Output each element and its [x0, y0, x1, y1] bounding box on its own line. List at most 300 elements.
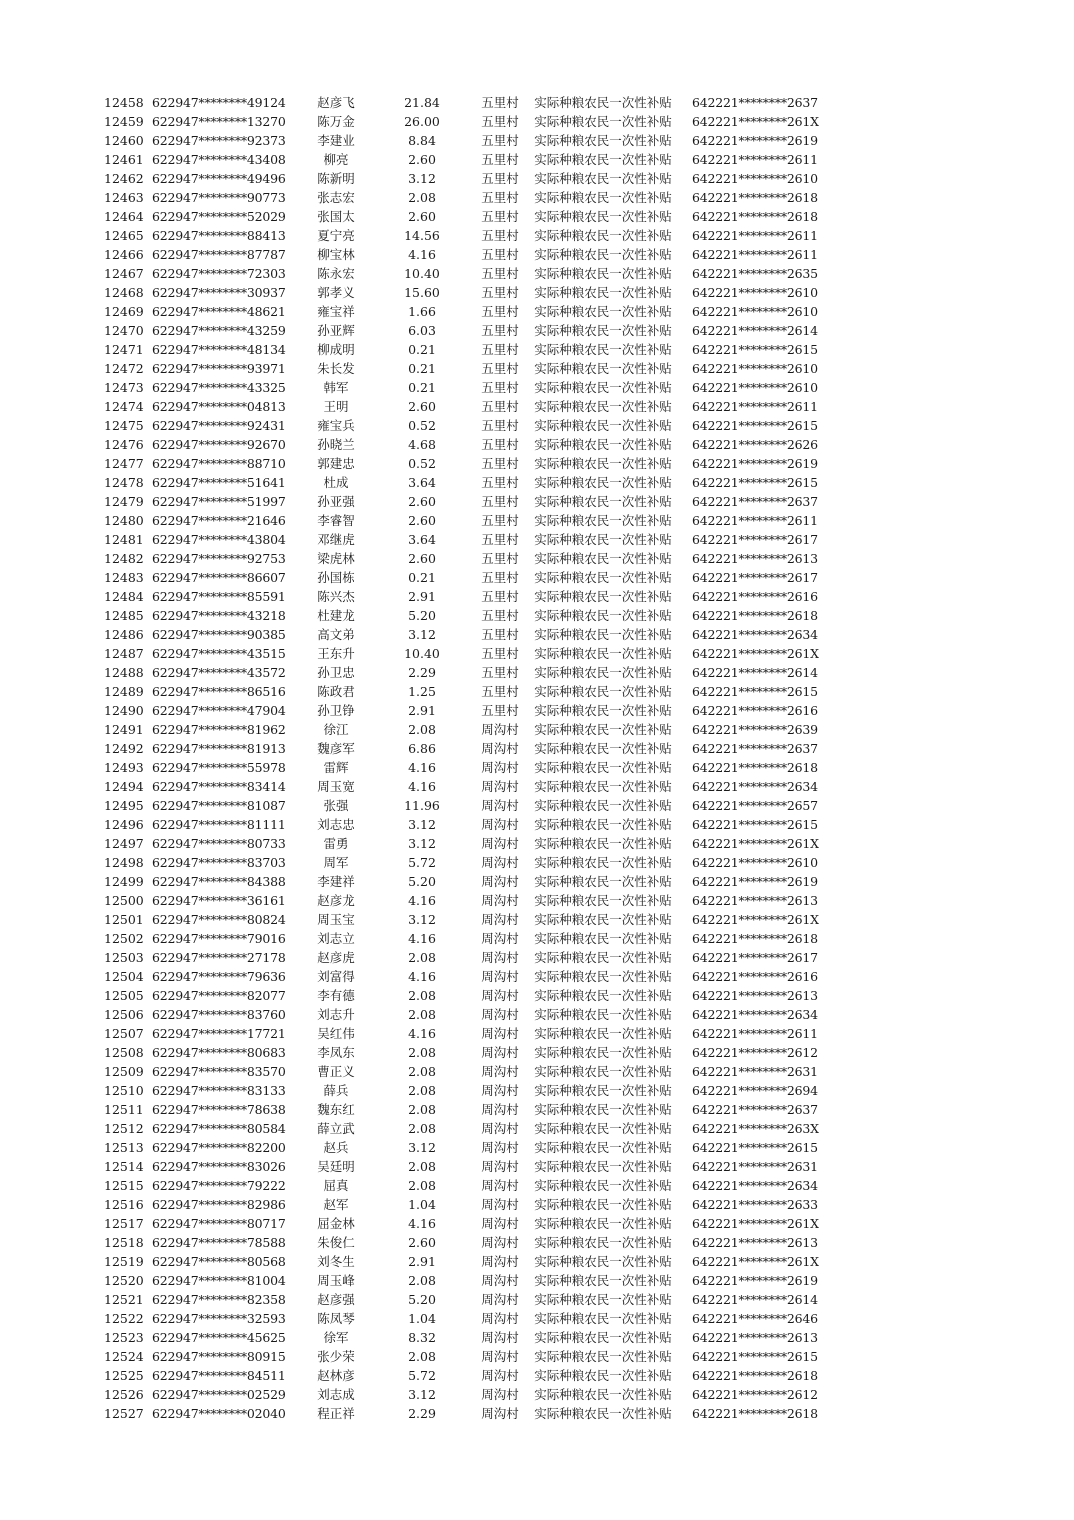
row-number: 12496	[104, 817, 144, 832]
row-number: 12527	[104, 1406, 144, 1421]
subsidy-type-cell: 实际种粮农民一次性补贴	[534, 703, 672, 718]
village-cell: 周沟村	[481, 741, 519, 756]
row-number: 12473	[104, 380, 144, 395]
row-number: 12478	[104, 475, 144, 490]
table-row	[0, 1366, 1074, 1385]
bank-account-cell: 622947********82077	[152, 988, 286, 1003]
id-number-cell: 642221********2610	[692, 304, 818, 319]
subsidy-type-cell: 实际种粮农民一次性补贴	[534, 1102, 672, 1117]
table-row	[0, 302, 1074, 321]
table-row	[0, 416, 1074, 435]
table-row	[0, 378, 1074, 397]
id-number-cell: 642221********2618	[692, 931, 818, 946]
id-number-cell: 642221********2618	[692, 209, 818, 224]
subsidy-type-cell: 实际种粮农民一次性补贴	[534, 1197, 672, 1212]
village-cell: 周沟村	[481, 1045, 519, 1060]
id-number-cell: 642221********2617	[692, 950, 818, 965]
name-cell: 程正祥	[317, 1406, 355, 1421]
name-cell: 刘冬生	[317, 1254, 355, 1269]
name-cell: 薛立武	[317, 1121, 355, 1136]
name-cell: 王东升	[317, 646, 355, 661]
row-number: 12521	[104, 1292, 144, 1307]
name-cell: 刘志忠	[317, 817, 355, 832]
bank-account-cell: 622947********80915	[152, 1349, 286, 1364]
village-cell: 周沟村	[481, 1026, 519, 1041]
table-row	[0, 568, 1074, 587]
table-row	[0, 758, 1074, 777]
amount-cell: 2.29	[408, 1406, 436, 1421]
village-cell: 五里村	[481, 171, 519, 186]
name-cell: 刘志立	[317, 931, 355, 946]
name-cell: 梁虎林	[317, 551, 355, 566]
subsidy-type-cell: 实际种粮农民一次性补贴	[534, 133, 672, 148]
id-number-cell: 642221********2634	[692, 779, 818, 794]
row-number: 12504	[104, 969, 144, 984]
table-row	[0, 1290, 1074, 1309]
bank-account-cell: 622947********55978	[152, 760, 286, 775]
subsidy-type-cell: 实际种粮农民一次性补贴	[534, 1311, 672, 1326]
village-cell: 五里村	[481, 399, 519, 414]
row-number: 12492	[104, 741, 144, 756]
village-cell: 五里村	[481, 228, 519, 243]
village-cell: 周沟村	[481, 836, 519, 851]
bank-account-cell: 622947********32593	[152, 1311, 286, 1326]
name-cell: 王明	[323, 399, 349, 414]
subsidy-type-cell: 实际种粮农民一次性补贴	[534, 114, 672, 129]
bank-account-cell: 622947********81004	[152, 1273, 286, 1288]
subsidy-type-cell: 实际种粮农民一次性补贴	[534, 342, 672, 357]
bank-account-cell: 622947********87787	[152, 247, 286, 262]
amount-cell: 14.56	[404, 228, 440, 243]
amount-cell: 2.60	[408, 209, 436, 224]
amount-cell: 8.32	[408, 1330, 436, 1345]
village-cell: 周沟村	[481, 1273, 519, 1288]
table-row	[0, 625, 1074, 644]
table-row	[0, 1138, 1074, 1157]
subsidy-type-cell: 实际种粮农民一次性补贴	[534, 1349, 672, 1364]
row-number: 12483	[104, 570, 144, 585]
row-number: 12517	[104, 1216, 144, 1231]
name-cell: 柳亮	[323, 152, 349, 167]
id-number-cell: 642221********2626	[692, 437, 818, 452]
id-number-cell: 642221********2616	[692, 589, 818, 604]
village-cell: 五里村	[481, 380, 519, 395]
bank-account-cell: 622947********43515	[152, 646, 286, 661]
name-cell: 韩军	[323, 380, 349, 395]
id-number-cell: 642221********2613	[692, 1330, 818, 1345]
bank-account-cell: 622947********90385	[152, 627, 286, 642]
id-number-cell: 642221********2635	[692, 266, 818, 281]
amount-cell: 2.08	[408, 190, 436, 205]
subsidy-type-cell: 实际种粮农民一次性补贴	[534, 570, 672, 585]
row-number: 12458	[104, 95, 144, 110]
name-cell: 屈金林	[317, 1216, 355, 1231]
subsidy-type-cell: 实际种粮农民一次性补贴	[534, 361, 672, 376]
row-number: 12461	[104, 152, 144, 167]
name-cell: 赵彦虎	[317, 950, 355, 965]
subsidy-type-cell: 实际种粮农民一次性补贴	[534, 722, 672, 737]
amount-cell: 2.08	[408, 1159, 436, 1174]
table-row	[0, 967, 1074, 986]
id-number-cell: 642221********2610	[692, 361, 818, 376]
bank-account-cell: 622947********85591	[152, 589, 286, 604]
row-number: 12520	[104, 1273, 144, 1288]
table-row	[0, 264, 1074, 283]
bank-account-cell: 622947********83570	[152, 1064, 286, 1079]
village-cell: 五里村	[481, 494, 519, 509]
village-cell: 周沟村	[481, 1311, 519, 1326]
row-number: 12501	[104, 912, 144, 927]
bank-account-cell: 622947********43218	[152, 608, 286, 623]
amount-cell: 2.60	[408, 551, 436, 566]
subsidy-type-cell: 实际种粮农民一次性补贴	[534, 551, 672, 566]
id-number-cell: 642221********261X	[692, 646, 819, 661]
name-cell: 赵彦强	[317, 1292, 355, 1307]
village-cell: 五里村	[481, 456, 519, 471]
amount-cell: 2.60	[408, 1235, 436, 1250]
bank-account-cell: 622947********43408	[152, 152, 286, 167]
amount-cell: 3.64	[408, 475, 436, 490]
id-number-cell: 642221********261X	[692, 1254, 819, 1269]
name-cell: 陈政君	[317, 684, 355, 699]
bank-account-cell: 622947********88413	[152, 228, 286, 243]
id-number-cell: 642221********2610	[692, 855, 818, 870]
name-cell: 杜建龙	[317, 608, 355, 623]
subsidy-type-cell: 实际种粮农民一次性补贴	[534, 665, 672, 680]
amount-cell: 3.64	[408, 532, 436, 547]
name-cell: 屈真	[323, 1178, 349, 1193]
village-cell: 周沟村	[481, 1121, 519, 1136]
id-number-cell: 642221********2617	[692, 532, 818, 547]
bank-account-cell: 622947********43259	[152, 323, 286, 338]
table-row	[0, 1024, 1074, 1043]
subsidy-type-cell: 实际种粮农民一次性补贴	[534, 1330, 672, 1345]
table-row	[0, 340, 1074, 359]
row-number: 12498	[104, 855, 144, 870]
subsidy-type-cell: 实际种粮农民一次性补贴	[534, 1007, 672, 1022]
id-number-cell: 642221********2612	[692, 1045, 818, 1060]
id-number-cell: 642221********2619	[692, 1273, 818, 1288]
subsidy-type-cell: 实际种粮农民一次性补贴	[534, 931, 672, 946]
amount-cell: 3.12	[408, 1387, 436, 1402]
subsidy-type-cell: 实际种粮农民一次性补贴	[534, 1026, 672, 1041]
id-number-cell: 642221********2614	[692, 665, 818, 680]
name-cell: 杜成	[323, 475, 349, 490]
table-row	[0, 1404, 1074, 1423]
village-cell: 五里村	[481, 323, 519, 338]
row-number: 12490	[104, 703, 144, 718]
id-number-cell: 642221********2634	[692, 1178, 818, 1193]
subsidy-type-cell: 实际种粮农民一次性补贴	[534, 855, 672, 870]
name-cell: 邓继虎	[317, 532, 355, 547]
row-number: 12500	[104, 893, 144, 908]
id-number-cell: 642221********2631	[692, 1159, 818, 1174]
subsidy-type-cell: 实际种粮农民一次性补贴	[534, 152, 672, 167]
row-number: 12494	[104, 779, 144, 794]
subsidy-type-cell: 实际种粮农民一次性补贴	[534, 1064, 672, 1079]
id-number-cell: 642221********2611	[692, 1026, 818, 1041]
table-row	[0, 682, 1074, 701]
bank-account-cell: 622947********83026	[152, 1159, 286, 1174]
bank-account-cell: 622947********51997	[152, 494, 286, 509]
name-cell: 夏宁亮	[317, 228, 355, 243]
id-number-cell: 642221********2613	[692, 1235, 818, 1250]
subsidy-type-cell: 实际种粮农民一次性补贴	[534, 1159, 672, 1174]
village-cell: 五里村	[481, 285, 519, 300]
table-row	[0, 511, 1074, 530]
row-number: 12485	[104, 608, 144, 623]
row-number: 12499	[104, 874, 144, 889]
name-cell: 周玉峰	[317, 1273, 355, 1288]
row-number: 12502	[104, 931, 144, 946]
row-number: 12505	[104, 988, 144, 1003]
table-row	[0, 226, 1074, 245]
id-number-cell: 642221********2611	[692, 399, 818, 414]
table-row	[0, 891, 1074, 910]
subsidy-type-cell: 实际种粮农民一次性补贴	[534, 247, 672, 262]
village-cell: 五里村	[481, 266, 519, 281]
table-row	[0, 321, 1074, 340]
row-number: 12519	[104, 1254, 144, 1269]
amount-cell: 1.66	[408, 304, 436, 319]
subsidy-type-cell: 实际种粮农民一次性补贴	[534, 437, 672, 452]
bank-account-cell: 622947********78588	[152, 1235, 286, 1250]
bank-account-cell: 622947********02040	[152, 1406, 286, 1421]
table-row	[0, 663, 1074, 682]
name-cell: 赵林彦	[317, 1368, 355, 1383]
row-number: 12469	[104, 304, 144, 319]
bank-account-cell: 622947********80568	[152, 1254, 286, 1269]
subsidy-type-cell: 实际种粮农民一次性补贴	[534, 399, 672, 414]
subsidy-type-cell: 实际种粮农民一次性补贴	[534, 684, 672, 699]
name-cell: 陈凤琴	[317, 1311, 355, 1326]
amount-cell: 0.21	[408, 380, 436, 395]
bank-account-cell: 622947********49124	[152, 95, 286, 110]
subsidy-type-cell: 实际种粮农民一次性补贴	[534, 608, 672, 623]
bank-account-cell: 622947********79636	[152, 969, 286, 984]
village-cell: 周沟村	[481, 893, 519, 908]
id-number-cell: 642221********2610	[692, 285, 818, 300]
row-number: 12510	[104, 1083, 144, 1098]
table-row	[0, 1309, 1074, 1328]
amount-cell: 26.00	[404, 114, 440, 129]
village-cell: 周沟村	[481, 874, 519, 889]
amount-cell: 4.16	[408, 969, 436, 984]
id-number-cell: 642221********2634	[692, 1007, 818, 1022]
subsidy-type-cell: 实际种粮农民一次性补贴	[534, 323, 672, 338]
village-cell: 五里村	[481, 437, 519, 452]
amount-cell: 2.91	[408, 589, 436, 604]
id-number-cell: 642221********2631	[692, 1064, 818, 1079]
row-number: 12480	[104, 513, 144, 528]
village-cell: 周沟村	[481, 798, 519, 813]
id-number-cell: 642221********2618	[692, 190, 818, 205]
bank-account-cell: 622947********17721	[152, 1026, 286, 1041]
subsidy-type-cell: 实际种粮农民一次性补贴	[534, 1368, 672, 1383]
amount-cell: 2.08	[408, 1178, 436, 1193]
row-number: 12475	[104, 418, 144, 433]
table-row	[0, 435, 1074, 454]
village-cell: 五里村	[481, 608, 519, 623]
table-row	[0, 473, 1074, 492]
id-number-cell: 642221********2615	[692, 817, 818, 832]
row-number: 12467	[104, 266, 144, 281]
amount-cell: 2.08	[408, 722, 436, 737]
amount-cell: 4.68	[408, 437, 436, 452]
row-number: 12487	[104, 646, 144, 661]
amount-cell: 4.16	[408, 760, 436, 775]
name-cell: 魏东红	[317, 1102, 355, 1117]
name-cell: 陈新明	[317, 171, 355, 186]
amount-cell: 3.12	[408, 1140, 436, 1155]
village-cell: 周沟村	[481, 1159, 519, 1174]
row-number: 12484	[104, 589, 144, 604]
amount-cell: 0.21	[408, 570, 436, 585]
id-number-cell: 642221********263X	[692, 1121, 819, 1136]
id-number-cell: 642221********2616	[692, 969, 818, 984]
village-cell: 周沟村	[481, 1140, 519, 1155]
amount-cell: 15.60	[404, 285, 440, 300]
bank-account-cell: 622947********80683	[152, 1045, 286, 1060]
subsidy-type-cell: 实际种粮农民一次性补贴	[534, 1121, 672, 1136]
name-cell: 李建业	[317, 133, 355, 148]
name-cell: 高文弟	[317, 627, 355, 642]
bank-account-cell: 622947********92753	[152, 551, 286, 566]
village-cell: 五里村	[481, 304, 519, 319]
row-number: 12477	[104, 456, 144, 471]
subsidy-type-cell: 实际种粮农民一次性补贴	[534, 988, 672, 1003]
subsidy-type-cell: 实际种粮农民一次性补贴	[534, 741, 672, 756]
bank-account-cell: 622947********79222	[152, 1178, 286, 1193]
subsidy-type-cell: 实际种粮农民一次性补贴	[534, 912, 672, 927]
subsidy-type-cell: 实际种粮农民一次性补贴	[534, 893, 672, 908]
table-row	[0, 929, 1074, 948]
name-cell: 雍宝祥	[317, 304, 355, 319]
table-row	[0, 1100, 1074, 1119]
name-cell: 孙晓兰	[317, 437, 355, 452]
bank-account-cell: 622947********30937	[152, 285, 286, 300]
name-cell: 李建祥	[317, 874, 355, 889]
amount-cell: 4.16	[408, 247, 436, 262]
name-cell: 刘志成	[317, 1387, 355, 1402]
subsidy-type-cell: 实际种粮农民一次性补贴	[534, 627, 672, 642]
village-cell: 周沟村	[481, 1007, 519, 1022]
bank-account-cell: 622947********86516	[152, 684, 286, 699]
row-number: 12523	[104, 1330, 144, 1345]
table-row	[0, 853, 1074, 872]
table-row	[0, 1081, 1074, 1100]
bank-account-cell: 622947********04813	[152, 399, 286, 414]
name-cell: 孙国栋	[317, 570, 355, 585]
table-row	[0, 188, 1074, 207]
row-number: 12507	[104, 1026, 144, 1041]
name-cell: 雷辉	[323, 760, 349, 775]
row-number: 12481	[104, 532, 144, 547]
id-number-cell: 642221********2618	[692, 1406, 818, 1421]
amount-cell: 1.04	[408, 1197, 436, 1212]
table-row	[0, 872, 1074, 891]
village-cell: 周沟村	[481, 1083, 519, 1098]
subsidy-type-cell: 实际种粮农民一次性补贴	[534, 646, 672, 661]
village-cell: 周沟村	[481, 1102, 519, 1117]
amount-cell: 6.86	[408, 741, 436, 756]
row-number: 12462	[104, 171, 144, 186]
table-row	[0, 701, 1074, 720]
village-cell: 五里村	[481, 551, 519, 566]
amount-cell: 4.16	[408, 893, 436, 908]
table-row	[0, 1005, 1074, 1024]
bank-account-cell: 622947********72303	[152, 266, 286, 281]
subsidy-type-cell: 实际种粮农民一次性补贴	[534, 494, 672, 509]
id-number-cell: 642221********2637	[692, 741, 818, 756]
subsidy-type-cell: 实际种粮农民一次性补贴	[534, 779, 672, 794]
village-cell: 周沟村	[481, 931, 519, 946]
amount-cell: 0.21	[408, 342, 436, 357]
bank-account-cell: 622947********13270	[152, 114, 286, 129]
table-row	[0, 720, 1074, 739]
name-cell: 周军	[323, 855, 349, 870]
amount-cell: 2.60	[408, 152, 436, 167]
village-cell: 五里村	[481, 475, 519, 490]
table-row	[0, 1214, 1074, 1233]
bank-account-cell: 622947********82986	[152, 1197, 286, 1212]
village-cell: 周沟村	[481, 1064, 519, 1079]
row-number: 12497	[104, 836, 144, 851]
table-row	[0, 796, 1074, 815]
name-cell: 郭孝义	[317, 285, 355, 300]
amount-cell: 2.08	[408, 1102, 436, 1117]
name-cell: 徐江	[323, 722, 349, 737]
bank-account-cell: 622947********81913	[152, 741, 286, 756]
id-number-cell: 642221********2610	[692, 380, 818, 395]
amount-cell: 4.16	[408, 779, 436, 794]
row-number: 12514	[104, 1159, 144, 1174]
row-number: 12460	[104, 133, 144, 148]
bank-account-cell: 622947********78638	[152, 1102, 286, 1117]
row-number: 12513	[104, 1140, 144, 1155]
subsidy-type-cell: 实际种粮农民一次性补贴	[534, 760, 672, 775]
amount-cell: 5.20	[408, 608, 436, 623]
amount-cell: 4.16	[408, 1216, 436, 1231]
name-cell: 朱长发	[317, 361, 355, 376]
id-number-cell: 642221********2612	[692, 1387, 818, 1402]
id-number-cell: 642221********2637	[692, 1102, 818, 1117]
table-row	[0, 150, 1074, 169]
row-number: 12508	[104, 1045, 144, 1060]
village-cell: 五里村	[481, 513, 519, 528]
row-number: 12511	[104, 1102, 144, 1117]
amount-cell: 8.84	[408, 133, 436, 148]
bank-account-cell: 622947********90773	[152, 190, 286, 205]
id-number-cell: 642221********2639	[692, 722, 818, 737]
table-row	[0, 283, 1074, 302]
name-cell: 孙亚辉	[317, 323, 355, 338]
name-cell: 陈万金	[317, 114, 355, 129]
village-cell: 五里村	[481, 190, 519, 205]
bank-account-cell: 622947********81962	[152, 722, 286, 737]
id-number-cell: 642221********2619	[692, 874, 818, 889]
table-row	[0, 1347, 1074, 1366]
table-row	[0, 1233, 1074, 1252]
amount-cell: 5.72	[408, 1368, 436, 1383]
village-cell: 五里村	[481, 627, 519, 642]
id-number-cell: 642221********2613	[692, 551, 818, 566]
bank-account-cell: 622947********82358	[152, 1292, 286, 1307]
village-cell: 周沟村	[481, 779, 519, 794]
bank-account-cell: 622947********79016	[152, 931, 286, 946]
row-number: 12525	[104, 1368, 144, 1383]
row-number: 12464	[104, 209, 144, 224]
